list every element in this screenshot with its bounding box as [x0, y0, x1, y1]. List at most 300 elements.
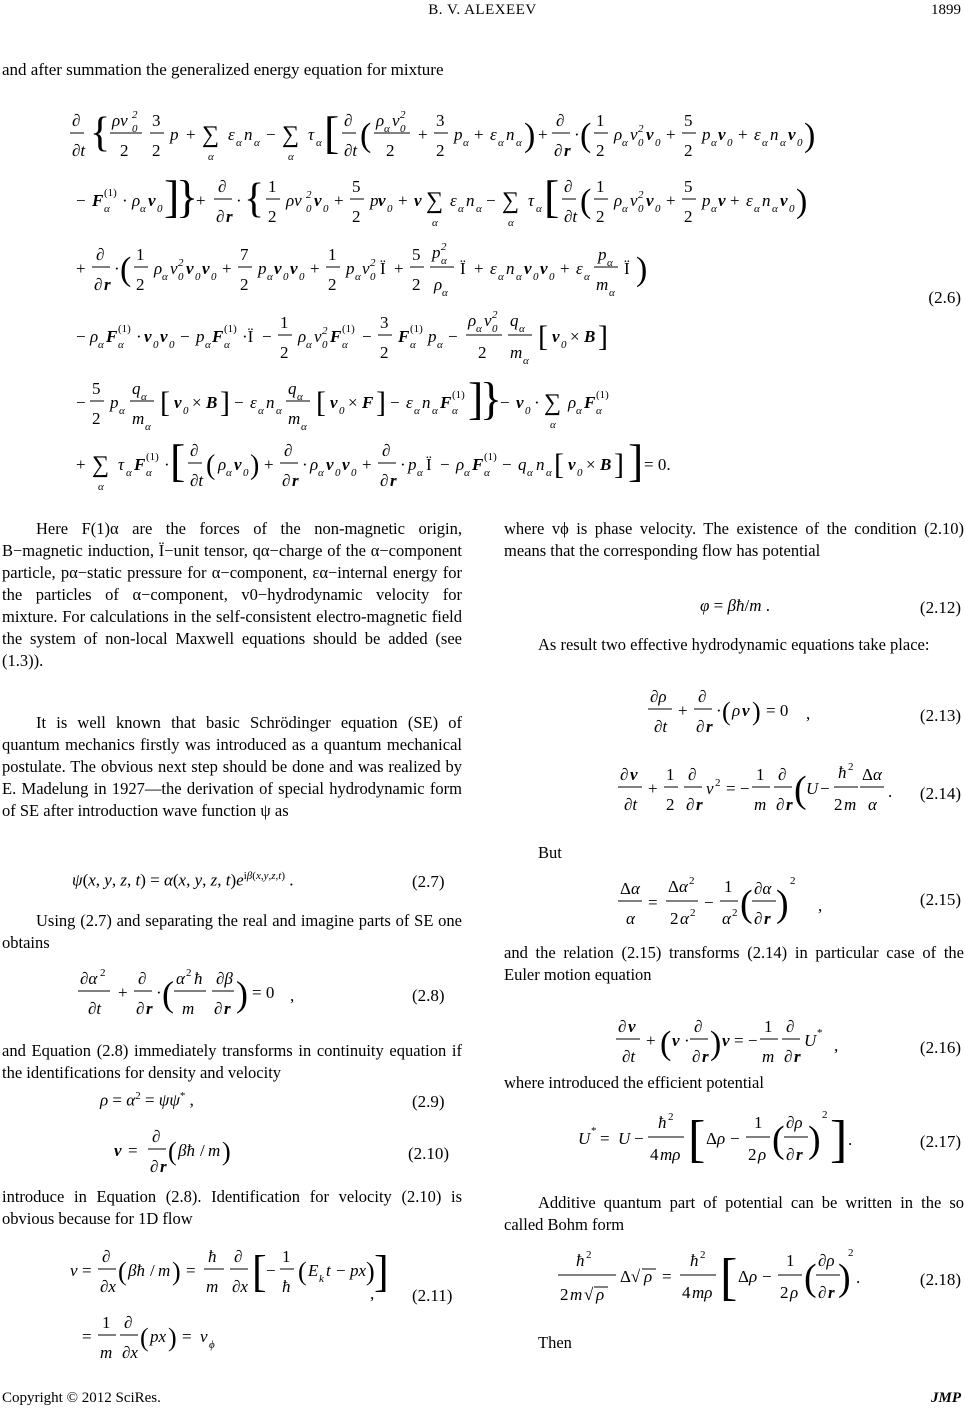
svg-text:r: r [794, 1047, 801, 1066]
svg-text:v: v [672, 1031, 680, 1050]
svg-text:Δ: Δ [738, 1267, 749, 1286]
svg-text:v: v [326, 455, 334, 474]
svg-text:v: v [114, 1141, 122, 1160]
svg-text:Ï: Ï [380, 259, 386, 278]
svg-text:[: [ [544, 171, 560, 222]
svg-text:1: 1 [724, 877, 733, 896]
journal-abbrev: JMP [931, 1390, 961, 1406]
svg-text:F: F [584, 393, 596, 412]
svg-text:v: v [646, 125, 654, 144]
svg-text:0: 0 [351, 467, 357, 479]
svg-text:α: α [342, 339, 348, 351]
equation-2-15 [616, 870, 816, 942]
svg-text:}: } [480, 373, 503, 424]
svg-text:α: α [141, 391, 147, 403]
svg-text:×: × [586, 455, 596, 474]
svg-text:0: 0 [492, 323, 498, 335]
left-para-1: Here F(1)α are the forces of the non-magnetic origin, B−magnetic induction, Ï−unit tensor, qα−charge of the α−component particle, pα−static pressure for α−component, εα−internal energy for the particles of α−component, v0−hydrodynamic velocity for mixture. For calculations in the self-consistent electro-magnetic field the system of non-local Maxwell equations should be added (see (1.3)). [2, 519, 462, 670]
svg-text:v: v [646, 191, 654, 210]
svg-text:F: F [106, 327, 118, 346]
svg-text:∂: ∂ [190, 441, 199, 460]
equation-2-18 [556, 1236, 856, 1316]
svg-text:p: p [428, 327, 437, 346]
svg-text:2: 2 [638, 189, 644, 201]
svg-text:ρ: ρ [434, 275, 443, 294]
svg-text:(: ( [804, 1257, 817, 1299]
svg-text:+: + [186, 125, 196, 144]
svg-text:∂: ∂ [94, 275, 103, 294]
svg-text:n: n [422, 393, 431, 412]
svg-text:2: 2 [670, 909, 679, 928]
svg-text:·Ï: ·Ï [242, 327, 254, 346]
svg-text:): ) [222, 1137, 231, 1166]
svg-text:α: α [162, 271, 168, 283]
svg-text:(1): (1) [596, 389, 609, 401]
svg-text:): ) [524, 117, 536, 154]
svg-text:]: ] [628, 435, 644, 486]
svg-text:∂: ∂ [284, 441, 293, 460]
svg-text:α: α [519, 323, 525, 335]
svg-text:=: = [186, 1261, 196, 1280]
svg-text:α: α [276, 405, 282, 417]
svg-text:∑: ∑ [202, 122, 220, 148]
svg-text:α: α [596, 405, 602, 417]
svg-text:U: U [806, 779, 819, 798]
svg-text:ρ: ρ [614, 125, 623, 144]
svg-text:α: α [288, 151, 294, 163]
svg-text:[: [ [538, 320, 548, 353]
svg-text:α: α [722, 909, 731, 928]
svg-text:/: / [150, 1261, 155, 1280]
svg-text:0: 0 [655, 203, 661, 215]
svg-text:p: p [598, 245, 607, 264]
svg-text:): ) [168, 1323, 177, 1352]
svg-text:α: α [527, 467, 533, 479]
svg-text:[: [ [170, 435, 186, 486]
svg-text:): ) [366, 1257, 375, 1286]
svg-text:r: r [828, 1283, 835, 1302]
svg-text:m: m [596, 275, 609, 294]
svg-text:∂: ∂ [564, 177, 573, 196]
svg-text:0: 0 [400, 123, 406, 135]
svg-text:+: + [666, 125, 676, 144]
svg-text:{: { [90, 110, 111, 156]
svg-text:α: α [622, 137, 628, 149]
svg-text:α: α [437, 339, 443, 351]
svg-text:τ: τ [308, 125, 315, 144]
svg-text:+: + [648, 779, 658, 798]
svg-text:α: α [576, 405, 582, 417]
svg-text:α: α [476, 323, 482, 335]
svg-text:n: n [762, 191, 771, 210]
svg-text:ρ: ρ [614, 191, 623, 210]
svg-text:2: 2 [596, 141, 605, 160]
svg-text:m: m [510, 343, 523, 362]
svg-text:∂ρ: ∂ρ [786, 1113, 803, 1132]
svg-text:p: p [702, 125, 711, 144]
svg-text:Δ: Δ [668, 877, 679, 896]
svg-text:∑: ∑ [92, 452, 110, 478]
svg-text:v: v [718, 191, 726, 210]
right-para-5: where introduced the efficient potential [504, 1073, 764, 1092]
svg-text:v: v [200, 1327, 208, 1346]
svg-text:Δ√: Δ√ [620, 1267, 641, 1286]
svg-text:α: α [463, 137, 469, 149]
svg-text:−: − [762, 1267, 772, 1286]
copyright: Copyright © 2012 SciRes. [2, 1390, 161, 1406]
left-para-4: and Equation (2.8) immediately transforms in continuity equation if the identifications for density and velocity [2, 1041, 462, 1082]
svg-text:α: α [146, 467, 152, 479]
svg-text:1: 1 [136, 245, 145, 264]
svg-text:v: v [630, 125, 638, 144]
svg-text:r: r [292, 471, 299, 490]
svg-text:α: α [609, 287, 615, 299]
equation-number: (2.18) [919, 1270, 961, 1289]
svg-text:·: · [684, 1031, 690, 1050]
svg-text:= 0: = 0 [252, 983, 275, 1002]
equation-number: (2.16) [919, 1038, 961, 1057]
svg-text:(: ( [168, 1137, 177, 1166]
svg-text:∂: ∂ [234, 1247, 243, 1266]
svg-text:Δ: Δ [862, 765, 873, 784]
right-para-3: But [538, 843, 562, 862]
svg-text:α: α [318, 467, 324, 479]
svg-text:α: α [452, 405, 458, 417]
svg-text:v: v [186, 259, 194, 278]
svg-text:α: α [484, 467, 490, 479]
svg-text:ε: ε [754, 125, 761, 144]
svg-text:2: 2 [136, 275, 145, 294]
svg-text:2: 2 [560, 1285, 569, 1304]
svg-text:r: r [160, 1157, 167, 1176]
svg-text:2: 2 [748, 1145, 757, 1164]
svg-text:(1): (1) [146, 451, 159, 463]
svg-text:]: ] [164, 171, 180, 222]
svg-text:α: α [98, 339, 104, 351]
svg-text:∂: ∂ [214, 999, 223, 1018]
svg-text:·: · [302, 455, 308, 474]
svg-text:v: v [274, 259, 282, 278]
svg-text:α: α [224, 339, 230, 351]
svg-text:√: √ [584, 1285, 594, 1304]
svg-text:m: m [754, 795, 767, 814]
svg-text:∂: ∂ [102, 1247, 111, 1266]
svg-text:−: − [180, 327, 190, 346]
equation-2-16 [614, 1010, 834, 1076]
svg-text:2: 2 [732, 907, 738, 919]
svg-text:2: 2 [596, 207, 605, 226]
svg-text:m: m [844, 795, 857, 814]
equation-2-7: ψ(x, y, z, t) = α(x, y, z, $t)e^{i\beta(x,y,z,t)}$ . [72, 870, 294, 890]
svg-text:2: 2 [100, 967, 106, 979]
svg-text:F: F [330, 327, 342, 346]
svg-text:p: p [258, 259, 267, 278]
svg-text:+: + [222, 259, 232, 278]
svg-text:0: 0 [339, 405, 345, 417]
svg-text:α: α [355, 271, 361, 283]
intro-text: and after summation the generalized energy equation for mixture [2, 60, 444, 79]
svg-text:−: − [486, 191, 496, 210]
svg-text:n: n [506, 259, 515, 278]
svg-text:p: p [432, 243, 441, 262]
equation-number: (2.7) [412, 872, 445, 891]
svg-text:0: 0 [797, 137, 803, 149]
svg-text:2: 2 [352, 207, 361, 226]
svg-text:∂: ∂ [696, 717, 705, 736]
svg-text:2: 2 [690, 907, 696, 919]
svg-text:=: = [82, 1327, 92, 1346]
svg-text:m: m [100, 1343, 113, 1362]
svg-text:ε: ε [450, 191, 457, 210]
svg-text:0: 0 [183, 405, 189, 417]
svg-text:+: + [310, 259, 320, 278]
svg-text:5: 5 [412, 245, 421, 264]
svg-text:v: v [202, 259, 210, 278]
svg-text:m: m [288, 409, 301, 428]
svg-text:(1): (1) [410, 323, 423, 335]
svg-text:∂α: ∂α [754, 879, 772, 898]
left-para-2: It is well known that basic Schrödinger equation (SE) of quantum mechanics firstly was introduced as a quantum mechanical postulate. The obvious next step should be done and was realized by E. Madelung in 1927—the derivation of special hydrodynamic form of SE after introduction wave function ψ as [2, 713, 462, 820]
svg-text:α: α [464, 467, 470, 479]
svg-text:ε: ε [406, 393, 413, 412]
svg-text:p: p [196, 327, 205, 346]
svg-text:2: 2 [400, 109, 406, 121]
svg-text:]: ] [598, 320, 608, 353]
svg-text:+: + [264, 455, 274, 474]
svg-text:n: n [266, 393, 275, 412]
svg-text:): ) [636, 251, 648, 288]
svg-text:r: r [224, 999, 231, 1018]
svg-text:Δ: Δ [706, 1129, 717, 1148]
svg-text:+: + [474, 125, 484, 144]
svg-text:2: 2 [280, 343, 289, 362]
right-para-7: Then [538, 1333, 572, 1352]
svg-text:(: ( [140, 1323, 149, 1352]
running-title: B. V. ALEXEEV [428, 2, 537, 18]
svg-text:1: 1 [754, 1113, 763, 1132]
svg-text:α: α [711, 203, 717, 215]
svg-text:2: 2 [328, 275, 337, 294]
svg-text:(: ( [740, 883, 753, 925]
svg-text:0: 0 [169, 339, 175, 351]
svg-text:m: m [158, 1261, 171, 1280]
svg-text:=: = [648, 893, 658, 912]
svg-text:∂ρ: ∂ρ [818, 1251, 835, 1270]
equation-2-8 [76, 962, 316, 1032]
svg-text:): ) [236, 974, 248, 1014]
svg-text:v: v [290, 259, 298, 278]
svg-text:Ï: Ï [624, 259, 630, 278]
svg-text:): ) [250, 450, 260, 481]
svg-text:1: 1 [102, 1313, 111, 1332]
svg-text:(1): (1) [452, 389, 465, 401]
svg-text:2: 2 [268, 207, 277, 226]
svg-text:ρ: ρ [468, 311, 477, 330]
right-para-4: and the relation (2.15) transforms (2.14) in particular case of the Euler motion equation [504, 943, 964, 984]
svg-text:(1): (1) [224, 323, 237, 335]
equation-number: (2.9) [412, 1092, 445, 1111]
svg-text:v: v [170, 259, 178, 278]
svg-text:0: 0 [533, 271, 539, 283]
svg-text:−: − [440, 455, 450, 474]
svg-text:ρ: ρ [758, 1145, 767, 1164]
svg-text:r: r [564, 141, 571, 160]
svg-text:α: α [119, 405, 125, 417]
svg-text:2: 2 [492, 309, 498, 321]
svg-text:·: · [156, 983, 162, 1002]
svg-text:−: − [362, 327, 372, 346]
svg-text:(: ( [660, 1025, 672, 1062]
svg-text:r: r [706, 717, 713, 736]
svg-text:v: v [706, 779, 714, 798]
svg-text:+: + [474, 259, 484, 278]
svg-text:): ) [808, 1119, 821, 1161]
svg-text:0: 0 [655, 137, 661, 149]
svg-text:1: 1 [596, 111, 605, 130]
svg-text:ρ: ρ [456, 455, 465, 474]
svg-text:+: + [394, 259, 404, 278]
svg-text:∂t: ∂t [654, 717, 668, 736]
svg-text:ħ: ħ [838, 763, 847, 782]
page-number: 1899 [931, 2, 961, 18]
svg-text:2: 2 [834, 795, 843, 814]
svg-text:∂: ∂ [344, 111, 353, 130]
right-para-2: As result two effective hydrodynamic equations take place: [538, 635, 930, 654]
svg-text:0: 0 [153, 339, 159, 351]
svg-text:∂: ∂ [784, 1047, 793, 1066]
svg-text:−: − [76, 191, 86, 210]
svg-text:2: 2 [638, 123, 644, 135]
svg-text:∂: ∂ [692, 1047, 701, 1066]
svg-text:]: ] [614, 448, 624, 481]
svg-text:α: α [316, 137, 322, 149]
svg-text:∂t: ∂t [624, 795, 638, 814]
svg-text:2: 2 [848, 1247, 854, 1259]
svg-text:v: v [780, 191, 788, 210]
svg-text:(: ( [360, 117, 372, 154]
svg-text:ρ: ρ [732, 701, 741, 720]
svg-text:α: α [516, 271, 522, 283]
svg-text:1: 1 [756, 765, 765, 784]
svg-text:v: v [540, 259, 548, 278]
svg-text:∑: ∑ [502, 188, 520, 214]
right-para-6: Additive quantum part of potential can be written in the so called Bohm form [504, 1193, 964, 1234]
svg-text:v: v [314, 191, 322, 210]
svg-text:+: + [560, 259, 570, 278]
svg-text:U: U [578, 1129, 591, 1148]
svg-text:3: 3 [152, 111, 161, 130]
svg-text:mρ: mρ [660, 1145, 681, 1164]
svg-text:ρ: ρ [376, 111, 385, 130]
svg-text:+: + [362, 455, 372, 474]
svg-text:v: v [788, 125, 796, 144]
svg-text:α: α [711, 137, 717, 149]
svg-text:F: F [398, 327, 410, 346]
svg-text:α: α [205, 339, 211, 351]
equation-number: (2.13) [919, 706, 961, 725]
svg-text:+: + [646, 1031, 656, 1050]
svg-text:v: v [234, 455, 242, 474]
svg-text:α: α [417, 467, 423, 479]
svg-text:α: α [754, 203, 760, 215]
equation-2-9: $\rho = \alpha^2 = \psi\psi^*$ , [100, 1090, 194, 1110]
svg-text:+: + [334, 191, 344, 210]
svg-text:2: 2 [240, 275, 249, 294]
svg-text:2: 2 [412, 275, 421, 294]
svg-text:q: q [510, 311, 519, 330]
svg-text:α: α [301, 421, 307, 433]
svg-text:v: v [718, 125, 726, 144]
svg-text:2: 2 [684, 207, 693, 226]
svg-text:ħ: ħ [194, 969, 203, 988]
svg-text:βħ: βħ [128, 1261, 145, 1280]
svg-text:α: α [145, 421, 151, 433]
svg-text:∂t: ∂t [622, 1047, 636, 1066]
svg-text:∑: ∑ [544, 390, 562, 416]
svg-text:−: − [448, 327, 458, 346]
svg-text:v: v [742, 701, 750, 720]
svg-text:α: α [126, 467, 132, 479]
svg-text:+: + [76, 455, 86, 474]
svg-text:+: + [730, 191, 740, 210]
svg-text:∂: ∂ [694, 1017, 703, 1036]
svg-text:=: = [128, 1141, 138, 1160]
svg-text:ε: ε [576, 259, 583, 278]
svg-text:α: α [258, 405, 264, 417]
svg-text:r: r [796, 1145, 803, 1164]
svg-text:B: B [584, 327, 596, 346]
svg-text:∂: ∂ [778, 765, 787, 784]
svg-text:∂x: ∂x [232, 1277, 248, 1296]
svg-text:(: ( [206, 450, 216, 481]
svg-text:4: 4 [650, 1145, 659, 1164]
svg-text:−: − [266, 125, 276, 144]
svg-text:Ï: Ï [460, 259, 466, 278]
svg-text:−: − [730, 1129, 740, 1148]
svg-text:∂β: ∂β [216, 969, 233, 988]
svg-text:·: · [136, 327, 142, 346]
svg-text:ε: ε [490, 259, 497, 278]
svg-text:2: 2 [790, 875, 796, 887]
svg-text:∂: ∂ [138, 969, 147, 988]
svg-text:]: ] [374, 1247, 389, 1296]
svg-text:= 0.: = 0. [644, 455, 671, 474]
svg-text:2: 2 [715, 777, 721, 789]
svg-text:α: α [432, 217, 438, 229]
svg-text:v: v [630, 191, 638, 210]
svg-text:0: 0 [306, 203, 312, 215]
svg-text:ρ: ρ [310, 455, 319, 474]
svg-text:5: 5 [352, 177, 361, 196]
svg-text:2: 2 [780, 1283, 789, 1302]
svg-text:p: p [170, 125, 179, 144]
svg-text:[: [ [252, 1247, 267, 1296]
svg-text:): ) [752, 697, 761, 726]
svg-text:ρ: ρ [218, 455, 227, 474]
svg-text:ρ: ρ [568, 393, 577, 412]
svg-text:τ: τ [528, 191, 535, 210]
svg-text:): ) [838, 1257, 851, 1299]
svg-text:0: 0 [283, 271, 289, 283]
svg-text:U: U [804, 1031, 817, 1050]
svg-text:0: 0 [387, 203, 393, 215]
svg-text:0: 0 [299, 271, 305, 283]
svg-text:=: = [182, 1327, 192, 1346]
svg-text:·: · [716, 701, 722, 720]
svg-text:2: 2 [848, 761, 854, 773]
svg-text:2: 2 [666, 795, 675, 814]
svg-text:α: α [118, 339, 124, 351]
